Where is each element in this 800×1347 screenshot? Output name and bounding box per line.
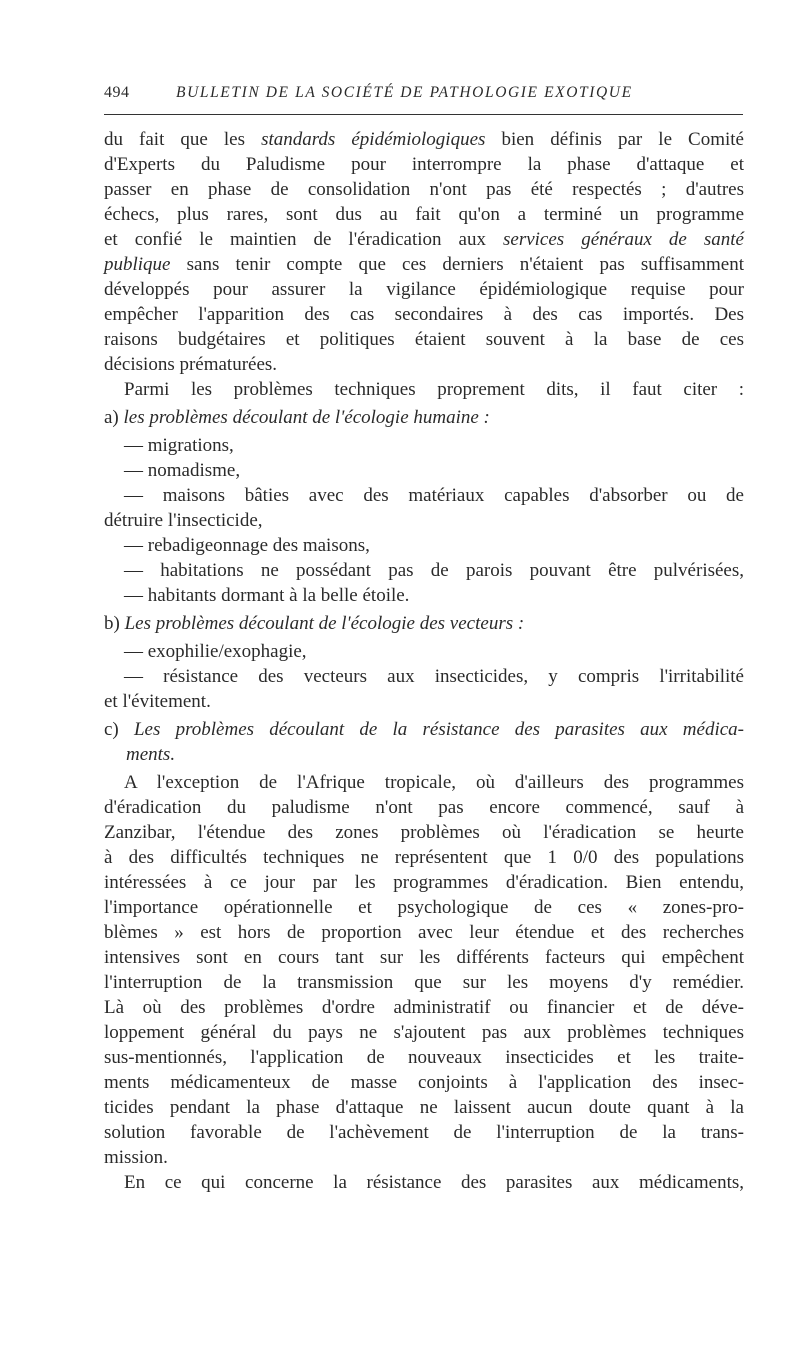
text-line: passer en phase de consolidation n'ont pas été respectés ; d'autres: [104, 179, 744, 200]
text-line: Parmi les problèmes techniques proprement dits, il faut citer :: [124, 379, 744, 400]
emphasis: publique: [104, 254, 171, 275]
list-item: — maisons bâties avec des matériaux capables d'absorber ou de: [124, 485, 744, 506]
list-item: — nomadisme,: [124, 460, 241, 481]
text-line: échecs, plus rares, sont dus au fait qu'on a terminé un programme: [104, 204, 744, 225]
text-line: développés pour assurer la vigilance épidémiologique requise pour: [104, 279, 744, 300]
body-text: [104, 127, 744, 1195]
list-heading-a: a) les problèmes découlant de l'écologie humaine :: [104, 407, 490, 428]
text-line: Là où des problèmes d'ordre administratif ou financier et de déve-: [104, 997, 744, 1018]
emphasis: services généraux de santé: [503, 229, 744, 250]
list-item: — migrations,: [124, 435, 234, 456]
emphasis: Les problèmes découlant de la résistance des parasites aux médica-: [133, 719, 744, 740]
list-item: — résistance des vecteurs aux insecticides, y compris l'irritabilité: [124, 666, 744, 687]
text-line: blèmes » est hors de proportion avec leur étendue et des recherches: [104, 922, 744, 943]
running-head: BULLETIN DE LA SOCIÉTÉ DE PATHOLOGIE EXOTIQUE: [176, 84, 633, 101]
text-line: ticides pendant la phase d'attaque ne laissent aucun doute quant à la: [104, 1097, 744, 1118]
list-heading-b: b) Les problèmes découlant de l'écologie des vecteurs :: [104, 613, 525, 634]
text-line: loppement général du pays ne s'ajoutent pas aux problèmes techniques: [104, 1022, 744, 1043]
text-line: A l'exception de l'Afrique tropicale, où d'ailleurs des programmes: [124, 772, 744, 793]
list-heading-c-cont: [104, 742, 744, 767]
text-line: sus-mentionnés, l'application de nouveaux insecticides et les traite-: [104, 1047, 744, 1068]
emphasis: ments.: [126, 744, 176, 765]
text-line: publique sans tenir compte que ces derniers n'étaient pas suffisamment: [104, 254, 744, 275]
text-line: empêcher l'apparition des cas secondaires à des cas importés. Des: [104, 304, 744, 325]
emphasis: standards épidémiologiques: [261, 129, 486, 150]
text-line: En ce qui concerne la résistance des parasites aux médicaments,: [124, 1172, 744, 1193]
list-item: — habitants dormant à la belle étoile.: [124, 585, 410, 606]
text-line: Zanzibar, l'étendue des zones problèmes où l'éradication se heurte: [104, 822, 744, 843]
text-line: du fait que les standards épidémiologiques bien définis par le Comité: [104, 129, 744, 150]
text-line: raisons budgétaires et politiques étaient souvent à la base de ces: [104, 329, 744, 350]
text-line: intensives sont en cours tant sur les différents facteurs qui empêchent: [104, 947, 744, 968]
text-line: ments médicamenteux de masse conjoints à l'application des insec-: [104, 1072, 744, 1093]
text-line: mission.: [104, 1147, 168, 1168]
list-item: détruire l'insecticide,: [104, 510, 263, 531]
text-line: solution favorable de l'achèvement de l'interruption de la trans-: [104, 1122, 744, 1143]
list-item: — rebadigeonnage des maisons,: [124, 535, 370, 556]
emphasis: les problèmes découlant de l'écologie humaine :: [123, 407, 490, 428]
text-line: d'Experts du Paludisme pour interrompre la phase d'attaque et: [104, 154, 744, 175]
list-item: — exophilie/exophagie,: [124, 641, 307, 662]
list-item: et l'évitement.: [104, 691, 211, 712]
emphasis: Les problèmes découlant de l'écologie des vecteurs :: [124, 613, 525, 634]
page-number: 494: [104, 84, 130, 101]
text-line: intéressées à ce jour par les programmes d'éradication. Bien entendu,: [104, 872, 744, 893]
list-item: — habitations ne possédant pas de parois pouvant être pulvérisées,: [124, 560, 744, 581]
text-line: à des difficultés techniques ne représentent que 1 0/0 des populations: [104, 847, 744, 868]
text-line: l'interruption de la transmission que sur les moyens d'y remédier.: [104, 972, 744, 993]
text-line: et confié le maintien de l'éradication aux services généraux de santé: [104, 229, 744, 250]
page-header: [104, 84, 744, 114]
header-rule: [104, 114, 743, 115]
list-heading-c: c) Les problèmes découlant de la résistance des parasites aux médica-: [104, 719, 744, 740]
text-line: décisions prématurées.: [104, 354, 278, 375]
text-line: d'éradication du paludisme n'ont pas encore commencé, sauf à: [104, 797, 744, 818]
text-line: l'importance opérationnelle et psychologique de ces « zones-pro-: [104, 897, 744, 918]
